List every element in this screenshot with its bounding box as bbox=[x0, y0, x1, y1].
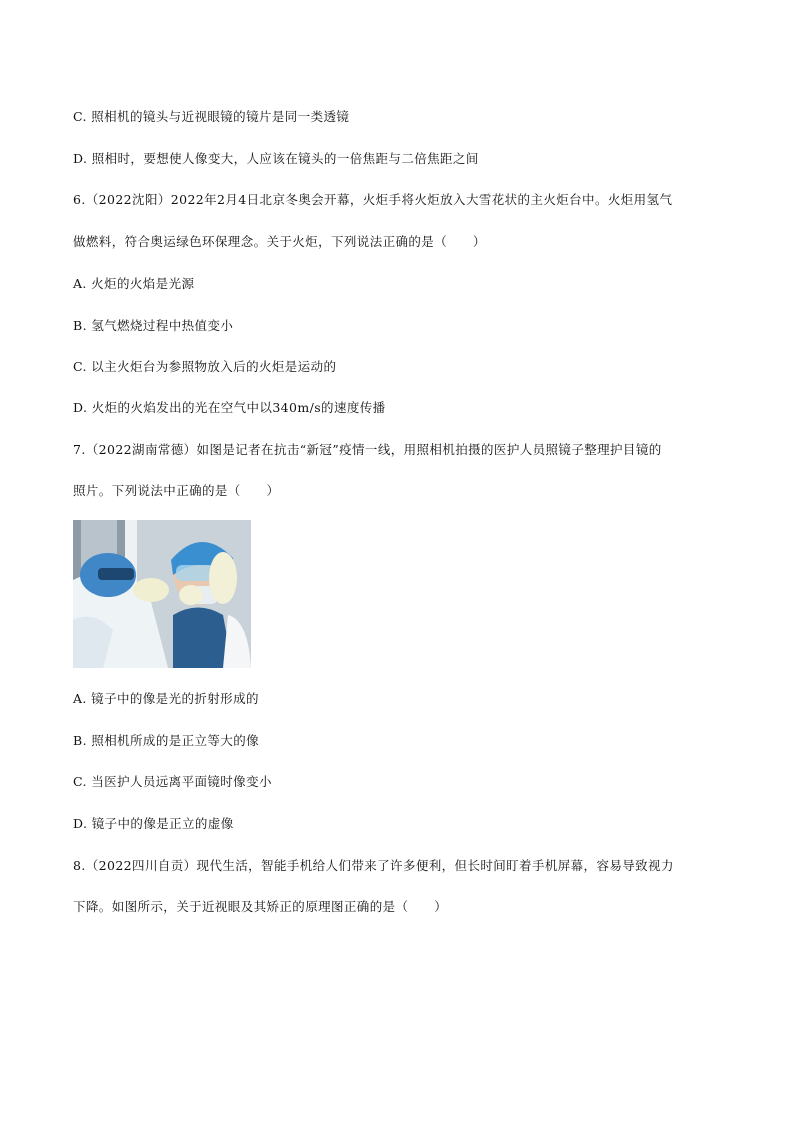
option-6a: A. 火炬的火焰是光源 bbox=[73, 276, 195, 291]
option-6b: B. 氢气燃烧过程中热值变小 bbox=[73, 318, 234, 333]
question-7-stem-line2: 照片。下列说法中正确的是（ ） bbox=[73, 483, 280, 498]
option-7d: D. 镜子中的像是正立的虚像 bbox=[73, 816, 234, 831]
option-6c: C. 以主火炬台为参照物放入后的火炬是运动的 bbox=[73, 359, 337, 374]
option-5c: C. 照相机的镜头与近视眼镜的镜片是同一类透镜 bbox=[73, 109, 350, 124]
option-5d: D. 照相时，要想使人像变大，人应该在镜头的一倍焦距与二倍焦距之间 bbox=[73, 151, 479, 166]
option-7b: B. 照相机所成的是正立等大的像 bbox=[73, 733, 260, 748]
medical-staff-mirror-photo bbox=[73, 520, 251, 668]
option-6d: D. 火炬的火焰发出的光在空气中以340m/s的速度传播 bbox=[73, 400, 386, 415]
option-7a: A. 镜子中的像是光的折射形成的 bbox=[73, 691, 259, 706]
option-7c: C. 当医护人员远离平面镜时像变小 bbox=[73, 774, 272, 789]
question-8-stem-line1: 8.（2022四川自贡）现代生活，智能手机给人们带来了许多便利，但长时间盯着手机屏幕，容易导致视力 bbox=[73, 858, 674, 873]
question-6-stem-line1: 6.（2022沈阳）2022年2月4日北京冬奥会开幕，火炬手将火炬放入大雪花状的主火炬台中。火炬用氢气 bbox=[73, 192, 673, 207]
question-7-stem-line1: 7.（2022湖南常德）如图是记者在抗击“新冠”疫情一线，用照相机拍摄的医护人员照镜子整理护目镜的 bbox=[73, 442, 662, 457]
question-8-stem-line2: 下降。如图所示，关于近视眼及其矫正的原理图正确的是（ ） bbox=[73, 899, 448, 914]
question-6-stem-line2: 做燃料，符合奥运绿色环保理念。关于火炬，下列说法正确的是（ ） bbox=[73, 234, 486, 249]
